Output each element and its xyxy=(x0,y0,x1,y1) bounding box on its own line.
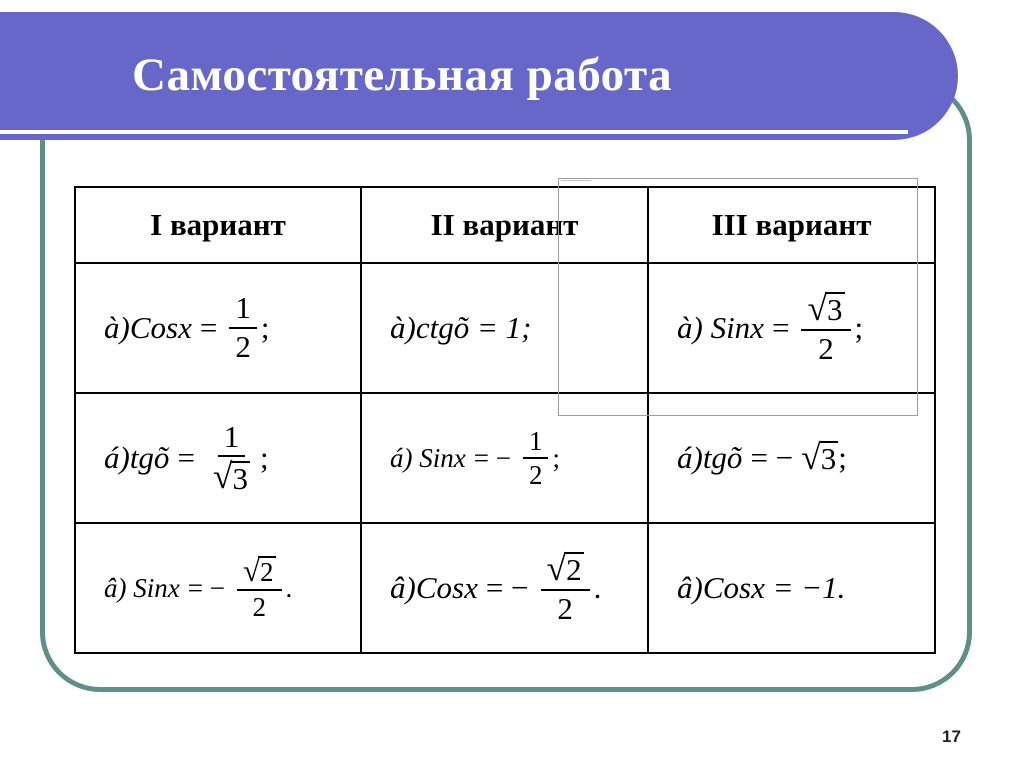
fraction-numerator: 1 xyxy=(218,421,246,458)
equals-minus-sign: = − xyxy=(750,440,794,475)
radicand: 3 xyxy=(232,460,248,496)
cell-r2-c2 xyxy=(361,393,648,523)
equals-sign: = xyxy=(177,439,195,475)
expr-suffix: ; xyxy=(854,309,864,345)
fraction-denominator: 2 xyxy=(818,330,834,366)
fraction-numerator: 1 xyxy=(523,427,549,459)
sqrt-icon: √ 3 xyxy=(801,437,837,478)
equals-minus-sign: = − xyxy=(473,442,511,473)
radicand: 3 xyxy=(820,441,837,477)
expr-suffix: ; xyxy=(552,442,560,473)
expr-suffix: ; xyxy=(259,439,269,475)
fraction xyxy=(229,292,257,363)
fraction-numerator xyxy=(801,287,850,331)
table-row xyxy=(75,393,935,523)
equals-minus-sign: = − xyxy=(485,569,529,605)
table-row xyxy=(75,263,935,393)
expr-suffix: ; xyxy=(260,310,270,345)
expr-suffix: . xyxy=(285,572,293,603)
fraction-denominator: 2 xyxy=(528,460,543,490)
sqrt-icon: √ 3 xyxy=(807,287,843,328)
fraction-denominator: 2 xyxy=(557,590,573,626)
table-row xyxy=(75,523,935,653)
fraction-denominator xyxy=(207,457,256,495)
page-number: 17 xyxy=(942,727,961,746)
cell-r3-c1 xyxy=(75,523,361,653)
fraction xyxy=(541,547,590,626)
expr-prefix: á)tgõ xyxy=(677,440,743,475)
slide-title: Самостоятельная работа xyxy=(132,49,673,101)
equals-sign: = xyxy=(199,310,218,345)
fraction-denominator: 2 xyxy=(235,329,251,364)
expr-prefix: á) Sinx xyxy=(390,442,466,473)
header-variant-2: II вариант xyxy=(361,187,648,263)
fraction-numerator xyxy=(541,547,590,591)
expr-text: à)ctgõ = 1; xyxy=(390,310,532,345)
expr-suffix: ; xyxy=(838,440,847,475)
equals-minus-sign: = − xyxy=(187,572,225,603)
fraction xyxy=(207,418,256,497)
fraction-numerator: 1 xyxy=(229,292,257,329)
radicand: 3 xyxy=(827,292,843,327)
header-row xyxy=(75,187,935,263)
radicand: 2 xyxy=(260,556,274,587)
cell-r1-c2 xyxy=(361,263,648,393)
cell-r1-c1 xyxy=(75,263,361,393)
expr-prefix: à)Cosx xyxy=(104,310,192,345)
sqrt-icon: √ 2 xyxy=(546,547,582,588)
selection-caption: ————— xyxy=(561,178,591,184)
fraction-denominator: 2 xyxy=(252,591,266,622)
expr-suffix: . xyxy=(593,569,602,605)
sqrt-icon: √ 3 xyxy=(212,456,248,497)
cell-r2-c1 xyxy=(75,393,361,523)
header-variant-1: I вариант xyxy=(75,187,361,263)
cell-r3-c2 xyxy=(361,523,648,653)
header-variant-3: III вариант xyxy=(648,187,935,263)
expr-prefix: à) Sinx xyxy=(677,309,764,345)
cell-r3-c3 xyxy=(648,523,935,653)
equals-sign: = xyxy=(771,309,790,345)
expr-prefix: á)tgõ xyxy=(104,439,170,475)
fraction xyxy=(523,427,549,490)
expr-prefix: â) Sinx xyxy=(104,572,180,603)
fraction xyxy=(801,287,850,366)
fraction-numerator xyxy=(237,555,282,590)
radicand: 2 xyxy=(566,552,582,587)
sqrt-icon: √ 2 xyxy=(242,553,274,589)
expr-prefix: â)Cosx xyxy=(390,569,478,605)
cell-r2-c3 xyxy=(648,393,935,523)
variants-table xyxy=(74,186,936,654)
fraction xyxy=(237,555,282,621)
title-underline xyxy=(0,130,908,134)
cell-r1-c3 xyxy=(648,263,935,393)
expr-text: â)Cosx = −1. xyxy=(677,570,846,605)
